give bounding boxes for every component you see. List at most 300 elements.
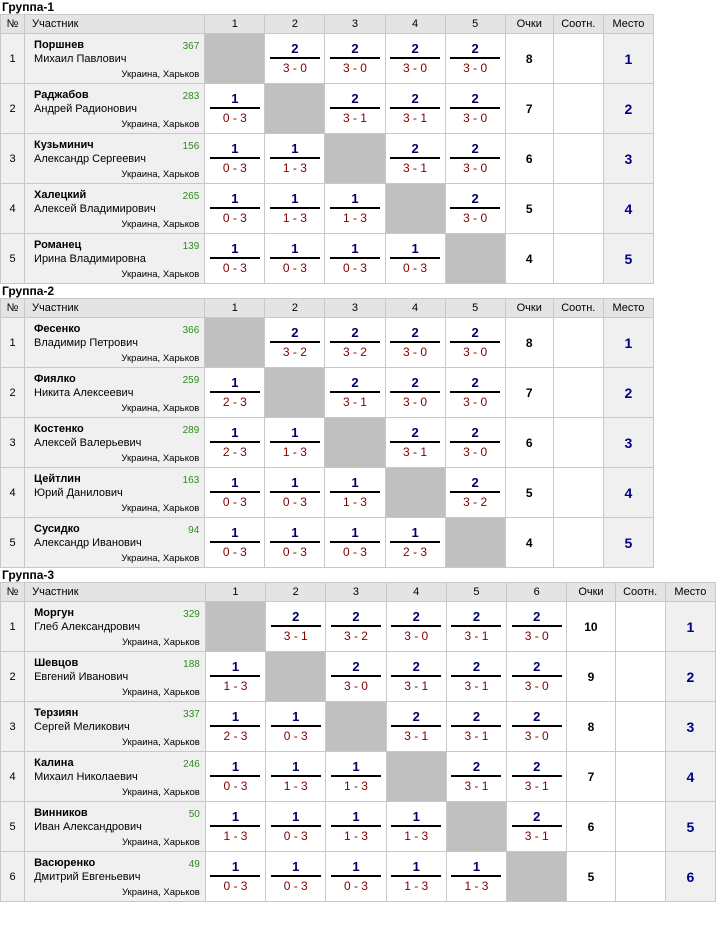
player-rating: 367	[182, 41, 200, 52]
player-rating: 94	[188, 525, 200, 536]
match-score: 1	[270, 142, 320, 159]
result-box	[271, 610, 321, 644]
self-cell	[385, 468, 445, 518]
match-result[interactable]	[266, 602, 326, 652]
match-result[interactable]	[386, 802, 446, 852]
match-result[interactable]	[445, 184, 505, 234]
result-box	[270, 242, 320, 276]
match-result[interactable]	[205, 184, 265, 234]
player-cell	[25, 802, 206, 852]
self-cell	[266, 652, 326, 702]
match-result[interactable]	[445, 418, 505, 468]
set-score: 3 - 1	[404, 678, 429, 693]
match-score: 2	[450, 426, 500, 443]
player-ratio	[615, 702, 665, 752]
row-number: 3	[1, 134, 25, 184]
result-box	[390, 242, 440, 276]
set-score: 3 - 1	[464, 728, 489, 743]
match-result[interactable]	[205, 852, 265, 902]
match-result[interactable]	[446, 752, 506, 802]
result-box	[270, 526, 320, 560]
player-surname[interactable]: Шевцов	[34, 657, 79, 669]
match-score: 1	[271, 710, 321, 727]
self-cell	[325, 134, 385, 184]
player-row	[1, 518, 654, 568]
match-score: 1	[270, 526, 320, 543]
result-box	[210, 376, 260, 410]
match-score: 2	[450, 142, 500, 159]
match-result[interactable]	[205, 234, 265, 284]
match-result[interactable]	[445, 84, 505, 134]
match-score: 2	[451, 760, 501, 777]
self-cell	[507, 852, 567, 902]
set-score: 1 - 3	[342, 210, 367, 225]
set-score: 0 - 3	[342, 544, 367, 559]
match-result[interactable]	[446, 602, 506, 652]
player-surname[interactable]: Костенко	[34, 423, 84, 435]
match-score: 1	[330, 476, 380, 493]
match-score: 2	[270, 42, 320, 59]
set-score: 1 - 3	[282, 160, 307, 175]
row-number: 5	[1, 518, 25, 568]
set-score: 3 - 0	[524, 728, 549, 743]
result-box	[270, 142, 320, 176]
match-result[interactable]	[385, 518, 445, 568]
match-result[interactable]	[445, 34, 505, 84]
result-box	[270, 42, 320, 76]
match-score: 2	[450, 326, 500, 343]
match-score: 1	[391, 810, 441, 827]
set-score: 3 - 0	[403, 344, 428, 359]
player-rating: 156	[182, 141, 200, 152]
match-result[interactable]	[205, 418, 265, 468]
match-result[interactable]	[205, 752, 265, 802]
player-ratio	[553, 34, 603, 84]
match-result[interactable]	[385, 368, 445, 418]
player-rating: 283	[182, 91, 200, 102]
match-score: 1	[210, 860, 260, 877]
set-score: 0 - 3	[222, 260, 247, 275]
match-score: 1	[271, 810, 321, 827]
match-result[interactable]	[507, 802, 567, 852]
player-city: Украина, Харьков	[121, 269, 200, 280]
player-surname[interactable]: Моргун	[34, 607, 75, 619]
result-box	[270, 426, 320, 460]
match-score: 1	[331, 810, 381, 827]
set-score: 1 - 3	[223, 828, 248, 843]
result-box	[210, 242, 260, 276]
player-place: 2	[665, 652, 715, 702]
set-score: 3 - 2	[463, 494, 488, 509]
header-opponent-2: 2	[265, 15, 325, 34]
match-score: 2	[512, 610, 562, 627]
self-cell	[205, 602, 265, 652]
player-surname[interactable]: Поршнев	[34, 39, 85, 51]
set-score: 3 - 0	[524, 628, 549, 643]
match-result[interactable]	[326, 802, 386, 852]
match-result[interactable]	[507, 602, 567, 652]
player-city: Украина, Харьков	[121, 787, 200, 798]
result-box	[450, 476, 500, 510]
match-result[interactable]	[446, 652, 506, 702]
match-result[interactable]	[266, 702, 326, 752]
match-result[interactable]	[205, 368, 265, 418]
player-surname[interactable]: Фесенко	[34, 323, 81, 335]
match-score: 2	[330, 42, 380, 59]
player-cell	[25, 134, 205, 184]
result-box	[210, 526, 260, 560]
result-box	[330, 526, 380, 560]
player-surname[interactable]: Цейтлин	[34, 473, 81, 485]
match-result[interactable]	[265, 234, 325, 284]
header-participant: Участник	[25, 583, 206, 602]
match-result[interactable]	[265, 418, 325, 468]
result-box	[210, 710, 260, 744]
header-participant: Участник	[25, 15, 205, 34]
player-place: 3	[603, 134, 653, 184]
match-result[interactable]	[266, 852, 326, 902]
match-score: 2	[330, 326, 380, 343]
player-city: Украина, Харьков	[121, 503, 200, 514]
set-score: 1 - 3	[404, 878, 429, 893]
match-result[interactable]	[507, 752, 567, 802]
match-result[interactable]	[445, 468, 505, 518]
player-ratio	[553, 84, 603, 134]
match-score: 1	[210, 92, 260, 109]
match-result[interactable]	[205, 652, 265, 702]
player-row	[1, 234, 654, 284]
player-fullname: Дмитрий Евгеньевич	[34, 871, 141, 883]
result-box	[331, 860, 381, 894]
result-box	[210, 660, 260, 694]
result-box	[271, 860, 321, 894]
match-score: 2	[271, 610, 321, 627]
match-score: 1	[391, 860, 441, 877]
set-score: 0 - 3	[282, 260, 307, 275]
row-number: 1	[1, 602, 25, 652]
player-place: 1	[603, 318, 653, 368]
result-box	[451, 760, 501, 794]
player-city: Украина, Харьков	[121, 119, 200, 130]
player-row	[1, 852, 716, 902]
result-box	[330, 476, 380, 510]
set-score: 0 - 3	[222, 494, 247, 509]
player-points: 8	[505, 318, 553, 368]
result-box	[451, 610, 501, 644]
match-score: 1	[390, 242, 440, 259]
match-score: 1	[271, 760, 321, 777]
player-place: 3	[603, 418, 653, 468]
player-cell	[25, 34, 205, 84]
header-opponent-1: 1	[205, 299, 265, 318]
match-result[interactable]	[445, 368, 505, 418]
header-ratio: Соотн.	[553, 15, 603, 34]
match-result[interactable]	[325, 184, 385, 234]
player-fullname: Михаил Николаевич	[34, 771, 138, 783]
set-score: 3 - 1	[283, 628, 308, 643]
match-score: 2	[391, 610, 441, 627]
set-score: 0 - 3	[222, 110, 247, 125]
result-box	[391, 610, 441, 644]
set-score: 0 - 3	[223, 878, 248, 893]
match-score: 2	[390, 376, 440, 393]
match-result[interactable]	[507, 702, 567, 752]
player-points: 7	[505, 84, 553, 134]
header-row	[1, 15, 654, 34]
match-result[interactable]	[265, 184, 325, 234]
match-result[interactable]	[385, 234, 445, 284]
player-place: 1	[603, 34, 653, 84]
match-score: 1	[330, 192, 380, 209]
result-box	[271, 810, 321, 844]
header-opponent-3: 3	[325, 299, 385, 318]
self-cell	[386, 752, 446, 802]
match-result[interactable]	[265, 134, 325, 184]
match-result[interactable]	[205, 468, 265, 518]
match-score: 2	[330, 376, 380, 393]
row-number: 1	[1, 34, 25, 84]
match-result[interactable]	[325, 34, 385, 84]
set-score: 0 - 3	[223, 778, 248, 793]
result-box	[450, 92, 500, 126]
result-box	[450, 426, 500, 460]
player-place: 2	[603, 368, 653, 418]
result-box	[390, 526, 440, 560]
match-score: 1	[210, 710, 260, 727]
row-number: 5	[1, 234, 25, 284]
header-opponent-3: 3	[326, 583, 386, 602]
player-ratio	[615, 802, 665, 852]
result-box	[390, 376, 440, 410]
player-points: 9	[567, 652, 615, 702]
group-table	[0, 14, 654, 284]
match-result[interactable]	[265, 518, 325, 568]
player-points: 7	[567, 752, 615, 802]
player-surname[interactable]: Раджабов	[34, 89, 89, 101]
set-score: 1 - 3	[342, 494, 367, 509]
set-score: 3 - 0	[463, 110, 488, 125]
group-title: Группа-3	[2, 568, 55, 582]
match-score: 1	[270, 476, 320, 493]
set-score: 2 - 3	[223, 728, 248, 743]
set-score: 3 - 2	[342, 344, 367, 359]
self-cell	[326, 702, 386, 752]
player-surname[interactable]: Винников	[34, 807, 88, 819]
match-result[interactable]	[205, 518, 265, 568]
match-result[interactable]	[205, 84, 265, 134]
result-box	[210, 760, 260, 794]
result-box	[271, 760, 321, 794]
player-row	[1, 418, 654, 468]
match-result[interactable]	[386, 852, 446, 902]
row-number: 2	[1, 368, 25, 418]
row-number: 1	[1, 318, 25, 368]
header-place: Место	[665, 583, 715, 602]
self-cell	[205, 318, 265, 368]
player-rating: 50	[188, 809, 200, 820]
match-result[interactable]	[386, 602, 446, 652]
match-result[interactable]	[325, 318, 385, 368]
set-score: 2 - 3	[403, 544, 428, 559]
player-city: Украина, Харьков	[121, 219, 200, 230]
set-score: 1 - 3	[404, 828, 429, 843]
player-city: Украина, Харьков	[121, 687, 200, 698]
player-fullname: Иван Александрович	[34, 821, 142, 833]
match-result[interactable]	[326, 602, 386, 652]
set-score: 3 - 0	[463, 344, 488, 359]
self-cell	[446, 802, 506, 852]
set-score: 3 - 1	[403, 110, 428, 125]
set-score: 3 - 0	[403, 394, 428, 409]
match-result[interactable]	[325, 468, 385, 518]
match-result[interactable]	[265, 318, 325, 368]
player-ratio	[553, 418, 603, 468]
match-result[interactable]	[385, 418, 445, 468]
player-rating: 246	[183, 759, 200, 770]
set-score: 3 - 1	[403, 444, 428, 459]
player-rating: 139	[182, 241, 200, 252]
result-box	[330, 92, 380, 126]
player-place: 5	[603, 518, 653, 568]
player-city: Украина, Харьков	[121, 737, 200, 748]
match-result[interactable]	[265, 34, 325, 84]
result-box	[450, 42, 500, 76]
row-number: 4	[1, 468, 25, 518]
match-result[interactable]	[265, 468, 325, 518]
player-ratio	[553, 318, 603, 368]
match-result[interactable]	[326, 752, 386, 802]
result-box	[270, 192, 320, 226]
match-result[interactable]	[205, 802, 265, 852]
result-box	[330, 242, 380, 276]
set-score: 3 - 1	[464, 628, 489, 643]
result-box	[390, 142, 440, 176]
player-fullname: Сергей Меликович	[34, 721, 130, 733]
set-score: 1 - 3	[283, 778, 308, 793]
player-surname[interactable]: Фиялко	[34, 373, 76, 385]
player-surname[interactable]: Васюренко	[34, 857, 96, 869]
match-result[interactable]	[385, 318, 445, 368]
self-cell	[205, 34, 265, 84]
match-score: 1	[210, 426, 260, 443]
match-result[interactable]	[325, 84, 385, 134]
match-score: 2	[390, 426, 440, 443]
row-number: 4	[1, 752, 25, 802]
player-cell	[25, 752, 206, 802]
player-surname[interactable]: Сусидко	[34, 523, 80, 535]
player-fullname: Владимир Петрович	[34, 337, 138, 349]
set-score: 3 - 0	[342, 60, 367, 75]
match-result[interactable]	[325, 234, 385, 284]
match-result[interactable]	[386, 702, 446, 752]
player-city: Украина, Харьков	[121, 69, 200, 80]
player-surname[interactable]: Романец	[34, 239, 82, 251]
row-number: 6	[1, 852, 25, 902]
result-box	[330, 376, 380, 410]
row-number: 3	[1, 418, 25, 468]
player-place: 1	[665, 602, 715, 652]
player-ratio	[553, 518, 603, 568]
match-result[interactable]	[326, 852, 386, 902]
player-points: 6	[505, 418, 553, 468]
match-result[interactable]	[445, 134, 505, 184]
result-box	[210, 192, 260, 226]
player-surname[interactable]: Калина	[34, 757, 74, 769]
match-result[interactable]	[325, 518, 385, 568]
match-result[interactable]	[266, 752, 326, 802]
match-score: 1	[390, 526, 440, 543]
result-box	[210, 860, 260, 894]
set-score: 3 - 0	[463, 394, 488, 409]
player-ratio	[553, 184, 603, 234]
header-row	[1, 299, 654, 318]
player-points: 5	[505, 184, 553, 234]
result-box	[390, 42, 440, 76]
match-result[interactable]	[507, 652, 567, 702]
player-cell	[25, 368, 205, 418]
player-place: 6	[665, 852, 715, 902]
player-city: Украина, Харьков	[121, 637, 200, 648]
match-score: 1	[451, 860, 501, 877]
player-city: Украина, Харьков	[121, 353, 200, 364]
match-result[interactable]	[446, 852, 506, 902]
result-box	[391, 860, 441, 894]
match-score: 1	[270, 426, 320, 443]
set-score: 1 - 3	[343, 778, 368, 793]
player-rating: 366	[182, 325, 200, 336]
result-box	[210, 810, 260, 844]
match-score: 2	[330, 92, 380, 109]
result-box	[270, 476, 320, 510]
match-result[interactable]	[326, 652, 386, 702]
set-score: 0 - 3	[222, 210, 247, 225]
player-surname[interactable]: Халецкий	[34, 189, 87, 201]
player-surname[interactable]: Кузьминич	[34, 139, 94, 151]
player-surname[interactable]: Терзиян	[34, 707, 79, 719]
match-result[interactable]	[386, 652, 446, 702]
match-result[interactable]	[446, 702, 506, 752]
match-result[interactable]	[266, 802, 326, 852]
match-score: 1	[210, 242, 260, 259]
player-fullname: Юрий Данилович	[34, 487, 123, 499]
match-result[interactable]	[385, 134, 445, 184]
match-result[interactable]	[445, 318, 505, 368]
match-result[interactable]	[205, 702, 265, 752]
result-box	[390, 326, 440, 360]
player-cell	[25, 318, 205, 368]
match-result[interactable]	[385, 34, 445, 84]
player-place: 4	[603, 468, 653, 518]
match-result[interactable]	[205, 134, 265, 184]
match-result[interactable]	[385, 84, 445, 134]
match-score: 2	[390, 326, 440, 343]
result-box	[331, 610, 381, 644]
group-section	[0, 0, 718, 284]
match-score: 2	[270, 326, 320, 343]
result-box	[450, 376, 500, 410]
match-score: 2	[390, 92, 440, 109]
player-row	[1, 802, 716, 852]
match-score: 2	[391, 660, 441, 677]
set-score: 0 - 3	[283, 878, 308, 893]
match-score: 1	[330, 242, 380, 259]
header-place: Место	[603, 299, 653, 318]
result-box	[210, 92, 260, 126]
player-row	[1, 134, 654, 184]
set-score: 1 - 3	[343, 828, 368, 843]
header-opponent-1: 1	[205, 15, 265, 34]
match-result[interactable]	[325, 368, 385, 418]
